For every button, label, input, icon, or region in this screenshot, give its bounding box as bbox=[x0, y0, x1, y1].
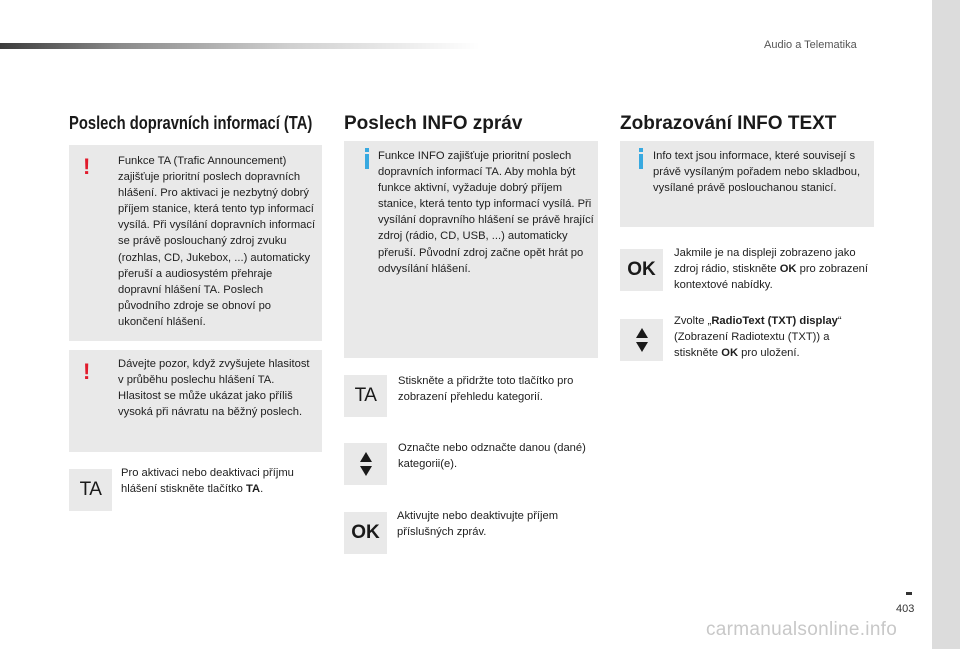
ta-button-icon[interactable]: TA bbox=[344, 375, 387, 417]
col2-step3-text: Aktivujte nebo deaktivujte příjem příslušných zpráv. bbox=[397, 510, 559, 539]
col2-step1-text: Stiskněte a přidržte toto tlačítko pro zobrazení přehledu kategorií. bbox=[398, 375, 574, 404]
watermark: carmanualsonline.info bbox=[706, 619, 898, 640]
page-edge-strip bbox=[932, 0, 960, 649]
warning-icon: ! bbox=[83, 359, 91, 384]
info-icon bbox=[365, 154, 369, 169]
arrow-up-icon bbox=[636, 328, 648, 338]
info-icon bbox=[639, 154, 643, 169]
page-marker bbox=[906, 592, 912, 595]
info-box-info-messages bbox=[344, 141, 598, 358]
header-gradient-bar bbox=[0, 43, 480, 49]
col3-step2-text: Zvolte „RadioText (TXT) display“ (Zobrazení Radiotextu (TXT)) a stiskněte OK pro uložení. bbox=[674, 315, 842, 360]
col3-title: Zobrazování INFO TEXT bbox=[620, 113, 837, 134]
up-down-arrows-icon[interactable] bbox=[344, 443, 387, 485]
col1-title: Poslech dopravních informací (TA) bbox=[69, 113, 313, 133]
col2-title: Poslech INFO zpráv bbox=[344, 113, 523, 134]
arrow-up-icon bbox=[360, 452, 372, 462]
ta-button-icon[interactable]: TA bbox=[69, 469, 112, 511]
warning-text-ta: Funkce TA (Trafic Announcement) zajišťuje prioritní poslech dopravních hlášení. Pro aktivaci je nezbytný dobrý příjem stanice, která tento typ informací vysílá. Při vysílání dopravních informací se právě poslouchaný zdroj zvuku (rozhlas, CD, Jukebox, ...) automaticky přeruší a audiosystém přehraje dopravní hlášení TA. Poslech původního zdroje se obnoví po ukončení hlášení. bbox=[118, 155, 316, 328]
info-text-info-text: Info text jsou informace, které souvisejí s právě vysílaným pořadem nebo skladbou, vysílané právě poslouchanou stanicí. bbox=[653, 150, 861, 195]
warning-box-volume bbox=[69, 350, 322, 452]
arrow-down-icon bbox=[360, 466, 372, 476]
arrow-down-icon bbox=[636, 342, 648, 352]
info-box-info-text bbox=[620, 141, 874, 227]
warning-box-ta bbox=[69, 145, 322, 341]
warning-text-volume: Dávejte pozor, když zvyšujete hlasitost v průběhu poslechu hlášení TA. Hlasitost se může ukázat jako příliš vysoká při návratu na běžný poslech. bbox=[118, 358, 310, 419]
up-down-arrows-icon[interactable] bbox=[620, 319, 663, 361]
warning-icon: ! bbox=[83, 154, 91, 179]
section-header: Audio a Telematika bbox=[764, 39, 857, 51]
col2-step2-text: Označte nebo odznačte danou (dané) kategorii(e). bbox=[398, 442, 586, 471]
col3-step1-text: Jakmile je na displeji zobrazeno jako zdroj rádio, stiskněte OK pro zobrazení kontextové nabídky. bbox=[674, 247, 869, 292]
ok-button-icon[interactable]: OK bbox=[344, 512, 387, 554]
ok-button-icon[interactable]: OK bbox=[620, 249, 663, 291]
col1-step-text: Pro aktivaci nebo deaktivaci příjmu hlášení stiskněte tlačítko TA. bbox=[121, 467, 294, 496]
page-number: 403 bbox=[896, 603, 915, 615]
info-text-info-messages: Funkce INFO zajišťuje prioritní poslech dopravních informací TA. Aby mohla být funkce aktivní, vyžaduje dobrý příjem stanice, která tento typ informací vysílá. Při vysílání dopravního hlášení se právě hrající zdroj (rádio, CD, USB, ...) automaticky přeruší. Původní zdroj začne opět hrát po odvysílání hlášení. bbox=[378, 150, 594, 275]
